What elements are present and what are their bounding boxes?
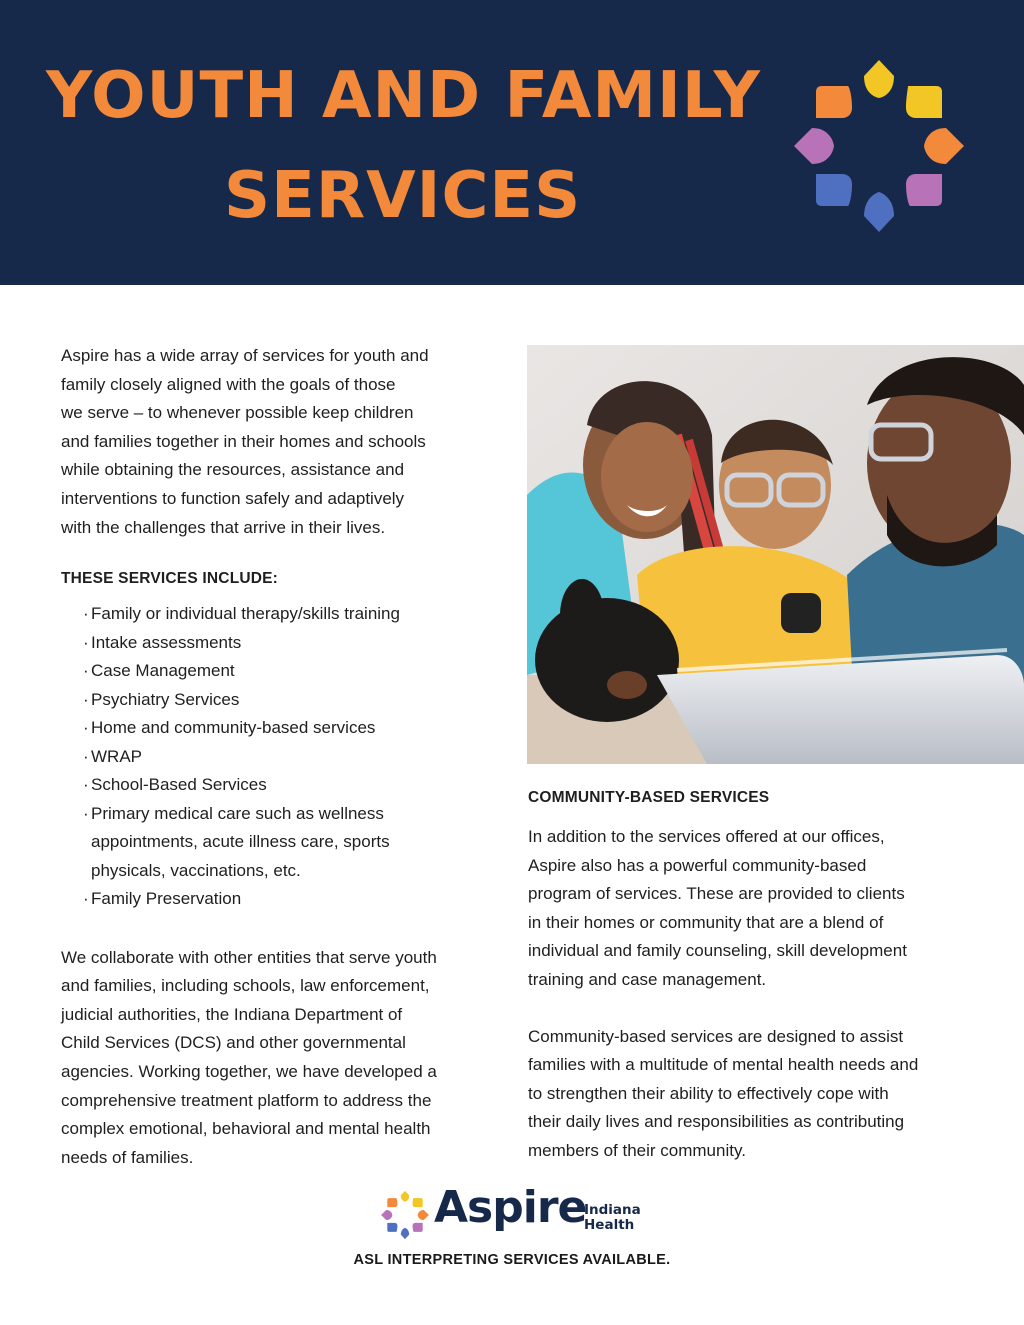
community-heading: COMMUNITY-BASED SERVICES: [528, 789, 770, 806]
family-photo-icon: [527, 345, 1024, 764]
community-paragraph-1: In addition to the services offered at our offices, Aspire also has a powerful community-based program of services. These are provided to clients in their homes or community that are a blend of individual and family counseling, skill development training and case management.: [528, 827, 907, 989]
left-column: [61, 342, 486, 1172]
intro-line: we serve – to whenever possible keep children: [61, 403, 414, 423]
intro-line: while obtaining the resources, assistance and: [61, 460, 405, 480]
footer-brand-sub: Indiana Health: [584, 1202, 641, 1233]
footer-brand-name: Aspire: [434, 1182, 587, 1233]
list-item: · Case Management: [61, 657, 486, 686]
list-item: · School-Based Services: [61, 771, 486, 800]
list-item: · Primary medical care such as wellness appointments, acute illness care, sports physicals, vaccinations, etc.: [61, 800, 486, 886]
services-list: [61, 600, 486, 914]
bullet: ·: [83, 689, 89, 709]
bullet: ·: [83, 632, 89, 652]
list-item: · WRAP: [61, 743, 486, 772]
intro-line: with the challenges that arrive in their lives.: [61, 517, 386, 537]
bullet: ·: [83, 889, 89, 909]
bullet: ·: [83, 604, 89, 624]
intro-line: and families together in their homes and schools: [61, 431, 426, 451]
list-item: · Psychiatry Services: [61, 686, 486, 715]
flower-petal-logo-icon: [790, 58, 968, 234]
footer-flower-logo-icon: [380, 1190, 430, 1240]
community-paragraph-2: Community-based services are designed to assist families with a multitude of mental health needs and to strengthen their ability to effectively cope with their daily lives and responsibilities as contributing members of their community.: [528, 1026, 919, 1160]
list-item: · Family Preservation: [61, 885, 486, 914]
bullet: ·: [83, 661, 89, 681]
list-item: · Intake assessments: [61, 629, 486, 658]
bullet: ·: [83, 803, 89, 823]
collaborate-paragraph: We collaborate with other entities that serve youth and families, including schools, law enforcement, judicial authorities, the Indiana Department of Child Services (DCS) and other governmental agencies. Working together, we have developed a comprehensive treatment platform to address the complex emotional, behavioral and mental health needs of families.: [61, 947, 437, 1167]
header-banner: [0, 0, 1024, 285]
intro-line: interventions to function safely and adaptively: [61, 488, 405, 508]
list-item: · Family or individual therapy/skills training: [61, 600, 486, 629]
bullet: ·: [83, 775, 89, 795]
right-column: [528, 789, 968, 1166]
intro-line: Aspire has a wide array of services for youth and: [61, 346, 429, 365]
intro-line: family closely aligned with the goals of those: [61, 374, 396, 394]
bullet: ·: [83, 718, 89, 738]
page-title-line-1: YOUTH AND FAMILY: [46, 59, 761, 133]
services-heading: THESE SERVICES INCLUDE:: [61, 570, 279, 588]
page-title-line-2: SERVICES: [224, 159, 582, 233]
intro-paragraph: [61, 342, 486, 542]
bullet: ·: [83, 746, 89, 766]
list-item: · Home and community-based services: [61, 714, 486, 743]
asl-note: ASL INTERPRETING SERVICES AVAILABLE.: [353, 1252, 671, 1268]
